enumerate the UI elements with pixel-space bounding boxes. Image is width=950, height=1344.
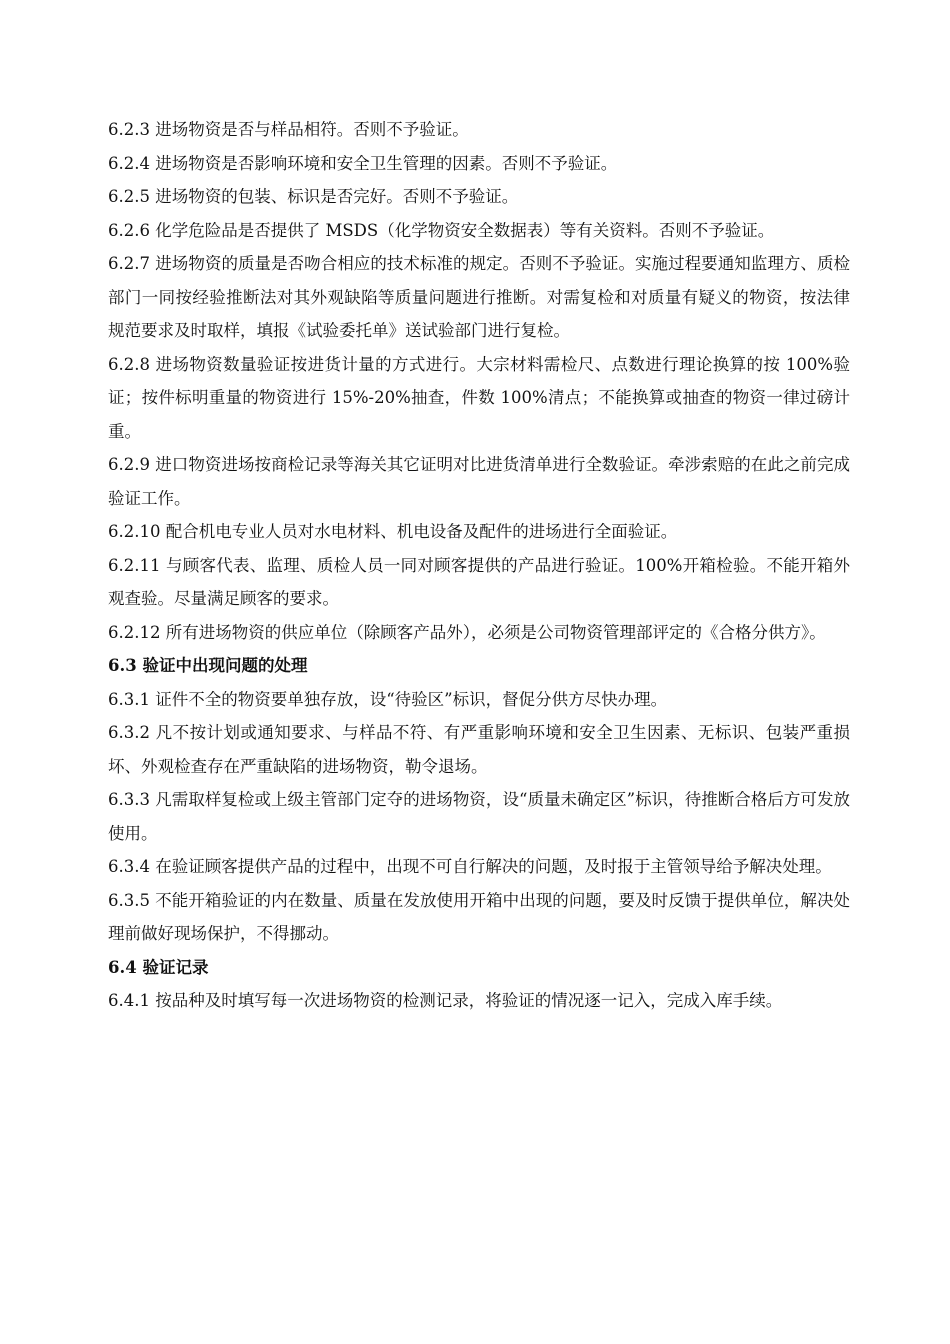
paragraph-6-2-5: 6.2.5 进场物资的包装、标识是否完好。否则不予验证。 <box>108 187 519 206</box>
document-page <box>108 113 850 1018</box>
paragraph-6-3-4: 6.3.4 在验证顾客提供产品的过程中，出现不可自行解决的问题，及时报于主管领导给予解决处理。 <box>108 857 832 876</box>
paragraph-6-2-4: 6.2.4 进场物资是否影响环境和安全卫生管理的因素。否则不予验证。 <box>108 153 618 173</box>
paragraph-6-2-7: 6.2.7 进场物资的质量是否吻合相应的技术标准的规定。否则不予验证。实施过程要通知监理方、质检部门一同按经验推断法对其外观缺陷等质量问题进行推断。对需复检和对质量有疑义的物资，按法律规范要求及时取样，填报《试验委托单》送试验部门进行复检。 <box>108 254 850 340</box>
paragraph-6-2-12: 6.2.12 所有进场物资的供应单位（除顾客产品外），必须是公司物资管理部评定的《合格分供方》。 <box>108 622 826 642</box>
paragraph-6-3-5: 6.3.5 不能开箱验证的内在数量、质量在发放使用开箱中出现的问题，要及时反馈于提供单位，解决处理前做好现场保护，不得挪动。 <box>108 890 850 943</box>
paragraph-6-2-11: 6.2.11 与顾客代表、监理、质检人员一同对顾客提供的产品进行验证。100%开箱检验。不能开箱外观查验。尽量满足顾客的要求。 <box>108 555 850 608</box>
paragraph-6-2-9: 6.2.9 进口物资进场按商检记录等海关其它证明对比进货清单进行全数验证。牵涉索赔的在此之前完成验证工作。 <box>108 455 850 508</box>
paragraph-6-2-6: 6.2.6 化学危险品是否提供了 MSDS（化学物资安全数据表）等有关资料。否则不予验证。 <box>108 220 775 240</box>
paragraph-6-2-3: 6.2.3 进场物资是否与样品相符。否则不予验证。 <box>108 120 469 139</box>
paragraph-6-2-10: 6.2.10 配合机电专业人员对水电材料、机电设备及配件的进场进行全面验证。 <box>108 522 678 541</box>
section-heading-6-3: 6.3 验证中出现问题的处理 <box>108 656 308 675</box>
paragraph-6-3-1: 6.3.1 证件不全的物资要单独存放，设“待验区”标识，督促分供方尽快办理。 <box>108 689 668 709</box>
paragraph-6-3-3: 6.3.3 凡需取样复检或上级主管部门定夺的进场物资，设“质量未确定区”标识，待推断合格后方可发放使用。 <box>108 790 850 843</box>
paragraph-6-2-8: 6.2.8 进场物资数量验证按进货计量的方式进行。大宗材料需检尺、点数进行理论换算的按 100%验证；按件标明重量的物资进行 15%-20%抽查，件数 100%清点；不能换算或抽查的物资一律过磅计重。 <box>108 354 850 441</box>
section-heading-6-4: 6.4 验证记录 <box>108 957 209 977</box>
paragraph-6-3-2: 6.3.2 凡不按计划或通知要求、与样品不符、有严重影响环境和安全卫生因素、无标识、包装严重损坏、外观检查存在严重缺陷的进场物资，勒令退场。 <box>108 723 850 776</box>
paragraph-6-4-1: 6.4.1 按品种及时填写每一次进场物资的检测记录，将验证的情况逐一记入，完成入库手续。 <box>108 991 783 1010</box>
